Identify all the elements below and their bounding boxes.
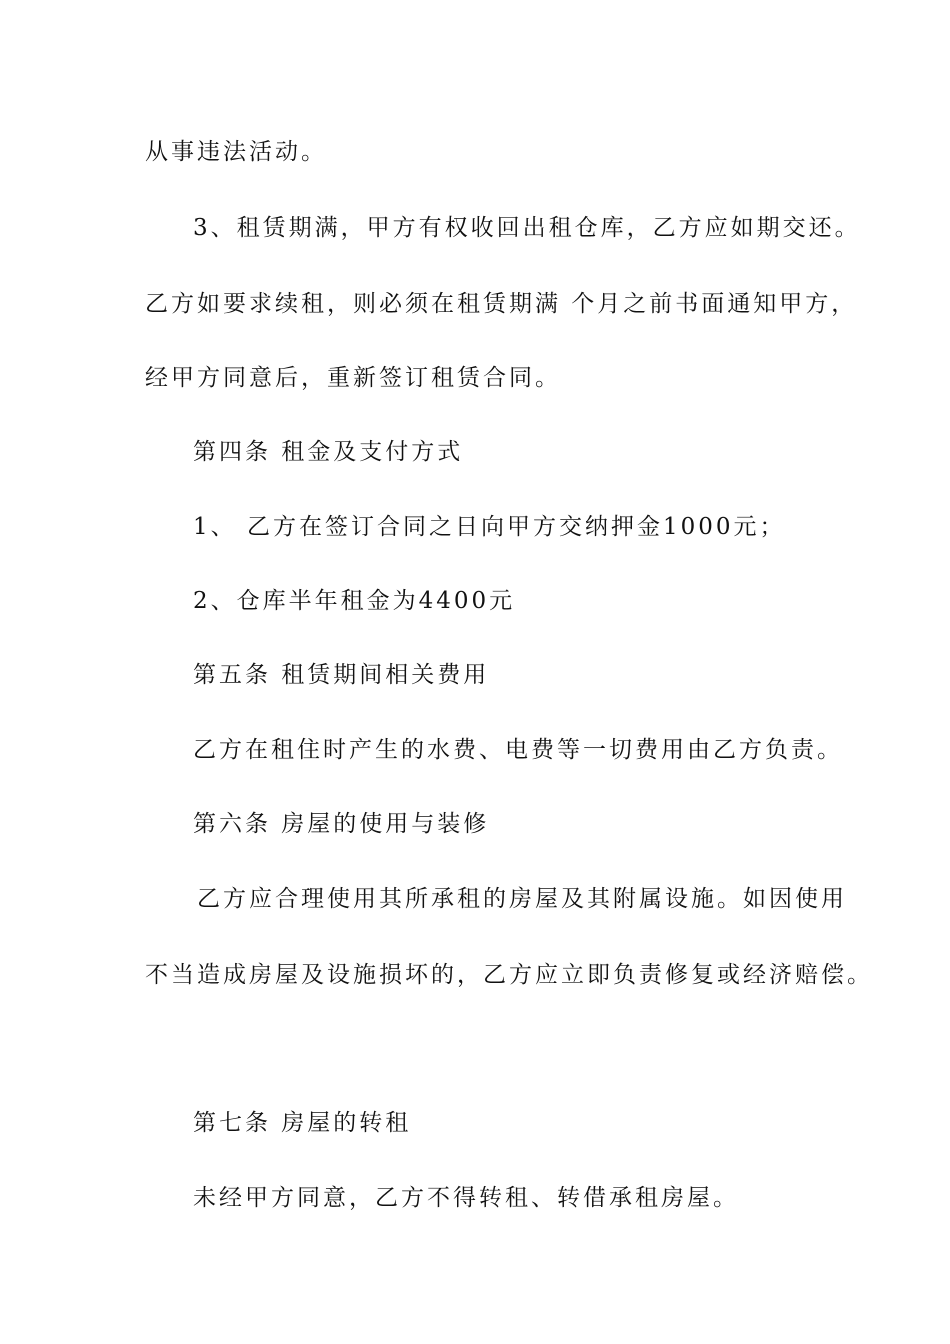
article-6-heading: 第六条 房屋的使用与装修 — [193, 811, 490, 837]
text-line-renewal-cont: 经甲方同意后，重新签订租赁合同。 — [145, 365, 561, 391]
article-7-heading: 第七条 房屋的转租 — [193, 1110, 412, 1136]
article-4-item-1: 1、 乙方在签订合同之日向甲方交纳押金1000元； — [193, 514, 786, 540]
article-5-body: 乙方在租住时产生的水费、电费等一切费用由乙方负责。 — [193, 737, 843, 763]
text-line-continuation: 从事违法活动。 — [145, 139, 327, 165]
article-5-heading: 第五条 租赁期间相关费用 — [193, 662, 490, 688]
text-line-renewal: 乙方如要求续租，则必须在租赁期满 个月之前书面通知甲方， — [145, 291, 858, 317]
article-7-body: 未经甲方同意，乙方不得转租、转借承租房屋。 — [193, 1185, 739, 1211]
article-4-item-2: 2、仓库半年租金为4400元 — [193, 588, 516, 614]
clause-item-3: 3、租赁期满，甲方有权收回出租仓库，乙方应如期交还。 — [193, 215, 861, 241]
article-6-body-cont: 不当造成房屋及设施损坏的，乙方应立即负责修复或经济赔偿。 — [145, 962, 873, 988]
article-4-heading: 第四条 租金及支付方式 — [193, 439, 464, 465]
article-6-body: 乙方应合理使用其所承租的房屋及其附属设施。如因使用 — [197, 886, 847, 912]
